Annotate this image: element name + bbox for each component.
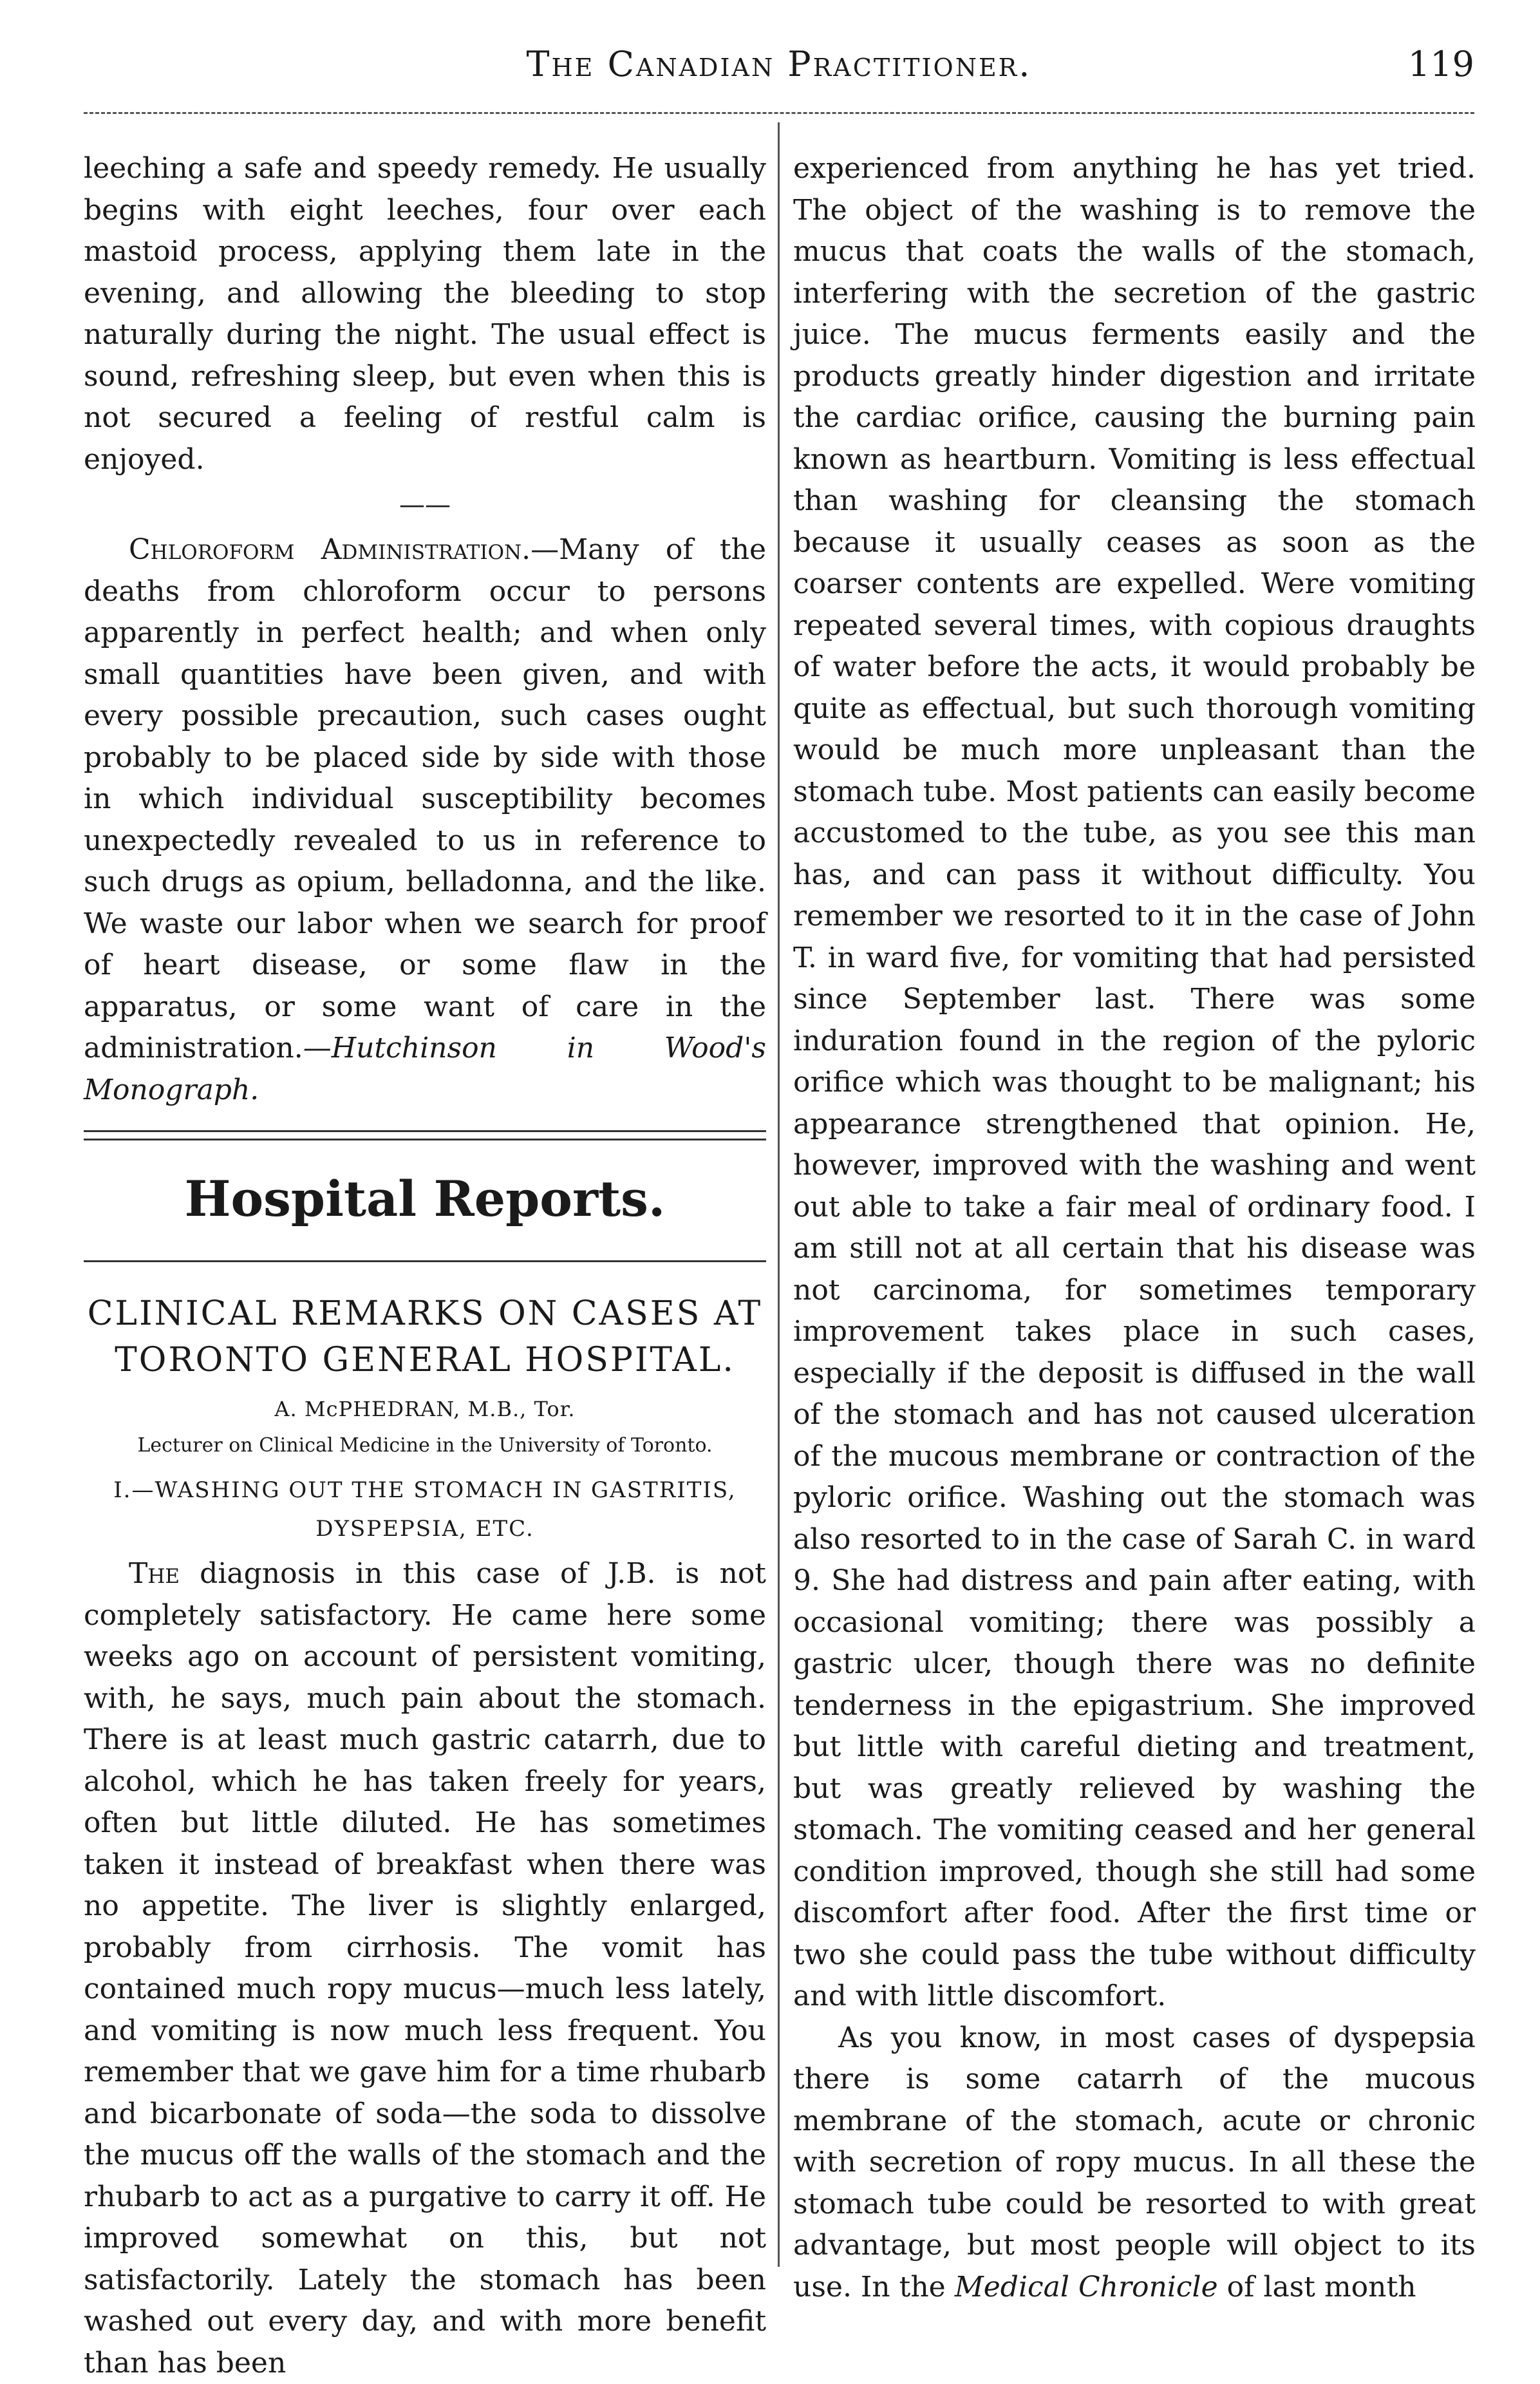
paragraph-dyspepsia (793, 2018, 1476, 2309)
running-title: The Canadian Practitioner. (526, 44, 1032, 84)
chloroform-text: —Many of the deaths from chloroform occur to persons apparently in perfect health; and when only small quantities have been given, and with every possible precaution, such cases ought probably to be placed side by side with those in which individual susceptibility becomes unexpectedly revealed to us in reference to such drugs as opium, belladonna, and the like. We waste our labor when we search for proof of heart disease, or some flaw in the apparatus, or some want of care in the administration. (84, 533, 766, 1064)
page-number: 119 (1407, 44, 1474, 84)
subsection-heading: I.—WASHING OUT THE STOMACH IN GASTRITIS, DYSPEPSIA, ETC. (113, 1477, 737, 1542)
right-column (793, 148, 1476, 2308)
case-text: diagnosis in this case of J.B. is not completely satisfactory. He came here some weeks ago on account of persistent vomiting, with, he says, much pain about the stomach. There is at least much gastric catarrh, due to alcohol, which he has taken freely for years, often but little diluted. He has sometimes taken it instead of breakfast when there was no appetite. The liver is slightly enlarged, probably from cirrhosis. The vomit has contained much ropy mucus—much less lately, and vomiting is now much less frequent. You remember that we gave him for a time rhubarb and bicarbonate of soda—the soda to dissolve the mucus off the walls of the stomach and the rhubarb to act as a purgative to carry it off. He improved somewhat on this, but not satisfactorily. Lately the stomach has been washed out every day, and with more benefit than has been (84, 1557, 766, 2379)
dyspepsia-text: As you know, in most cases of dyspepsia there is some catarrh of the mucous membrane of the stomach, acute or chronic with secretion of ropy mucus. In all these the stomach tube could be resorted to with great advantage, but most people will object to its use. In the (793, 2021, 1476, 2304)
paragraph-washing: experienced from anything he has yet tried. The object of the washing is to remove the mucus that coats the walls of the stomach, interfering with the secretion of the gastric juice. The mucus ferments easily and the products greatly hinder digestion and irritate the cardiac orifice, causing the burning pain known as heartburn. Vomiting is less effectual than washing for cleansing the stomach because it usually ceases as soon as the coarser contents are expelled. Were vomiting repeated several times, with copious draughts of water before the acts, it would probably be quite as effectual, but such thorough vomiting would be much more unpleasant than the stomach tube. Most patients can easily become accustomed to the tube, as you see this man has, and can pass it without difficulty. You remember we resorted to it in the case of John T. in ward five, for vomiting that had persisted since September last. There was some induration found in the region of the pyloric orifice which was thought to be malignant; his appearance strengthened that opinion. He, however, improved with the washing and went out able to take a fair meal of ordinary food. I am still not at all certain that his disease was not carcinoma, for sometimes temporary improvement takes place in such cases, especially if the deposit is diffused in the wall of the stomach and has not caused ulceration of the mucous membrane or contraction of the pyloric orifice. Washing out the stomach was also resorted to in the case of Sarah C. in ward 9. She had distress and pain after eating, with occasional vomiting; there was possibly a gastric ulcer, though there was no definite tenderness in the epigastrium. She improved but little with careful dieting and treatment, but was greatly relieved by washing the stomach. The vomiting ceased and her general condition improved, though she still had some discomfort after food. After the first time or two she could pass the tube without difficulty and with little discomfort. (793, 152, 1476, 2012)
paragraph-case-jb (84, 1553, 766, 2384)
case-lead: The (129, 1557, 180, 1590)
running-header (84, 44, 1474, 95)
author-title: Lecturer on Clinical Medicine in the University of Toronto. (137, 1434, 713, 1457)
paragraph-leeching: leeching a safe and speedy remedy. He usually begins with eight leeches, four over each mastoid process, applying them late in the evening, and allowing the bleeding to stop naturally during the night. The usual effect is sound, refreshing sleep, but even when this is not secured a feeling of restful calm is enjoyed. (84, 152, 766, 476)
journal-title: Medical Chronicle (954, 2270, 1218, 2304)
header-rule (84, 112, 1474, 114)
dyspepsia-text-end: of last month (1217, 2270, 1416, 2304)
section-title: Hospital Reports. (184, 1170, 666, 1227)
article-title: CLINICAL REMARKS ON CASES AT TORONTO GENERAL HOSPITAL. (87, 1294, 763, 1379)
double-rule (84, 1130, 766, 1140)
author: A. McPHEDRAN, M.B., Tor. (274, 1397, 576, 1421)
left-column (84, 148, 766, 2384)
chloroform-lead: Chloroform Administration. (129, 533, 531, 566)
separator-dash: —— (399, 490, 451, 520)
paragraph-chloroform (84, 529, 766, 1111)
chloroform-citation: —Hutchinson in Wood's Monograph. (84, 1032, 766, 1106)
section-rule (84, 1260, 766, 1262)
column-divider (778, 122, 780, 2267)
